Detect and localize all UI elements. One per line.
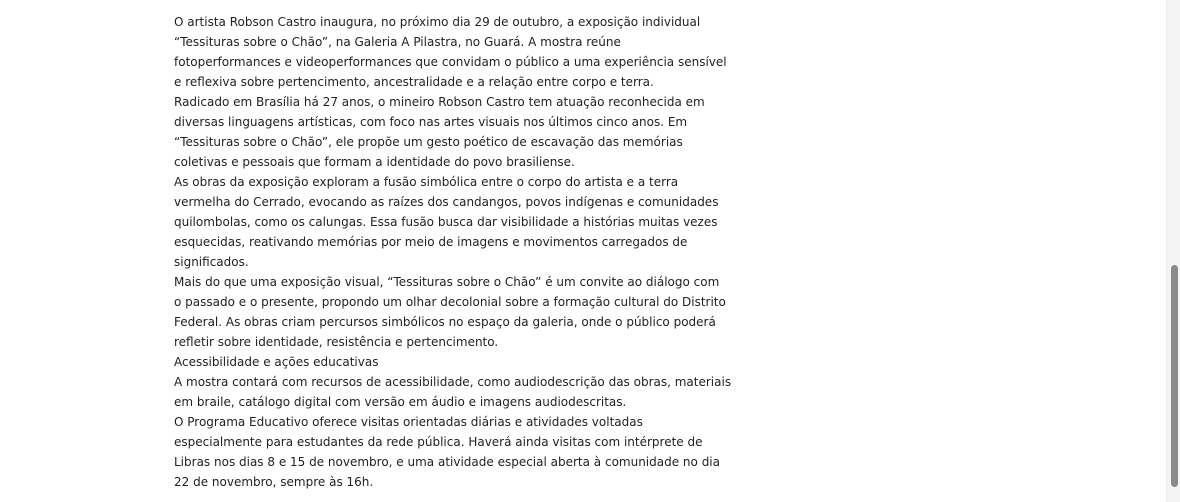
paragraph-artist-background: Radicado em Brasília há 27 anos, o mineiro Robson Castro tem atuação reconhecida em diversas linguagens artísticas, com foco nas artes visuais nos últimos cinco anos. Em “Tessituras sobre o Chão”, ele propõe um gesto poético de escavação das memórias coletivas e pessoais que formam a identidade do povo brasiliense. <box>174 95 705 169</box>
paragraph-accessibility: A mostra contará com recursos de acessibilidade, como audiodescrição das obras, materiais em braile, catálogo digital com versão em áudio e imagens audiodescritas. <box>174 375 732 409</box>
article-body <box>174 12 734 492</box>
paragraph-works: As obras da exposição exploram a fusão simbólica entre o corpo do artista e a terra vermelha do Cerrado, evocando as raízes dos candangos, povos indígenas e comunidades quilombolas, como os calungas. Essa fusão busca dar visibilidade a histórias muitas vezes esquecidas, reativando memórias por meio de imagens e movimentos carregados de significados. <box>174 175 719 269</box>
paragraph-intro: O artista Robson Castro inaugura, no próximo dia 29 de outubro, a exposição individual “Tessituras sobre o Chão”, na Galeria A Pilastra, no Guará. A mostra reúne fotoperformances e videoperformances que convidam o público a uma experiência sensível e reflexiva sobre pertencimento, ancestralidade e a relação entre corpo e terra. <box>174 15 727 89</box>
paragraph-dialogue: Mais do que uma exposição visual, “Tessituras sobre o Chão” é um convite ao diálogo com o passado e o presente, propondo um olhar decolonial sobre a formação cultural do Distrito Federal. As obras criam percursos simbólicos no espaço da galeria, onde o público poderá refletir sobre identidade, resistência e pertencimento. <box>174 275 726 349</box>
vertical-scrollbar-thumb[interactable] <box>1171 265 1178 487</box>
vertical-scrollbar-track[interactable] <box>1166 0 1180 502</box>
paragraph-educational-program: O Programa Educativo oferece visitas orientadas diárias e atividades voltadas especialmente para estudantes da rede pública. Haverá ainda visitas com intérprete de Libras nos dias 8 e 15 de novembro, e uma atividade especial aberta à comunidade no dia 22 de novembro, sempre às 16h. <box>174 415 720 489</box>
section-heading-accessibility: Acessibilidade e ações educativas <box>174 355 379 369</box>
